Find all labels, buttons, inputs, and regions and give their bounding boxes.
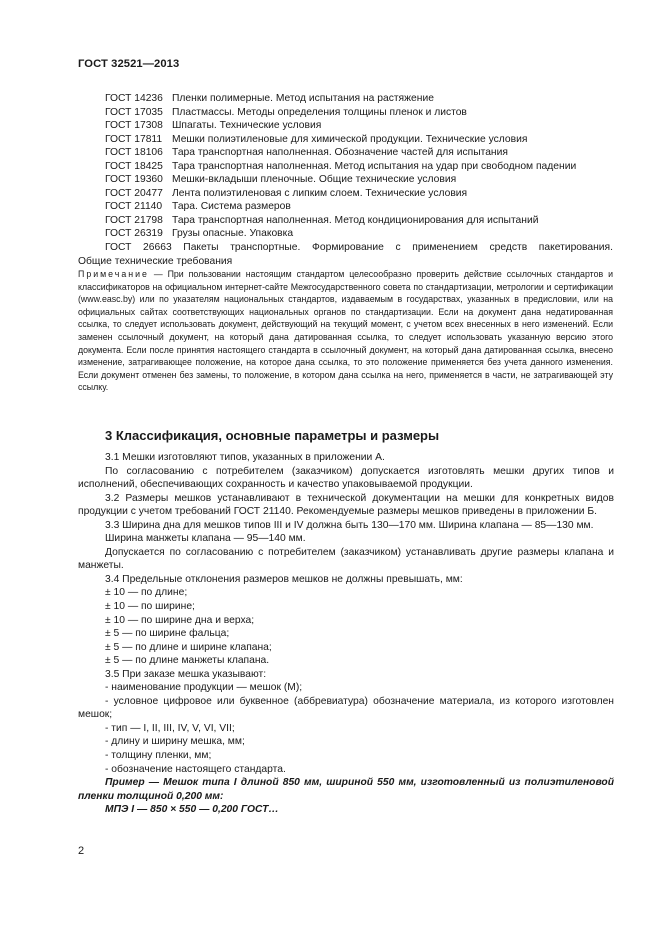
reference-code: ГОСТ 21140 <box>105 201 163 213</box>
document-header: ГОСТ 32521—2013 <box>78 58 180 70</box>
tolerance-item: ± 10 — по ширине дна и верха; <box>105 614 255 626</box>
reference-code: ГОСТ 17308 <box>105 120 163 132</box>
reference-title: Мешки-вкладыши пленочные. Общие технические условия <box>172 174 457 186</box>
reference-item <box>105 200 613 214</box>
reference-code: ГОСТ 19360 <box>105 174 163 186</box>
note-text: — При пользовании настоящим стандартом целесообразно проверить действие ссылочных стандартов и классификаторов на официальном интернет-сайте Межгосударственного совета по стандартизации, метрологии и сертификации (www.easc.by) или по указателям национальных стандартов, издаваемым в государствах, указанных в предисловии, или на официальных сайтах соответствующих национальных органов по стандартизации. Если на документ дана недатированная ссылка, то следует использовать документ, действующий на текущий момент, с учетом всех внесенных в него изменений. Если заменен ссылочный документ, на который дана датированная ссылка, то следует использовать указанную версию этого документа. Если после принятия настоящего стандарта в ссылочный документ, на который дана датированная ссылка, внесено изменение, затрагивающее положение, на которое дана ссылка, то это положение применяется без учета данного изменения. Если документ отменен без замены, то положение, в котором дана ссылка на него, применяется в части, не затрагивающей эту ссылку. <box>78 269 613 393</box>
paragraph-3-3-c: Допускается по согласованию с потребителем (заказчиком) устанавливать другие размеры клапана и манжеты. <box>78 546 614 572</box>
reference-item <box>105 146 613 160</box>
reference-item <box>105 187 613 201</box>
order-item: - наименование продукции — мешок (М); <box>105 682 303 694</box>
reference-item-last-continuation: Общие технические требования <box>78 255 233 267</box>
reference-code: ГОСТ 18425 <box>105 160 163 172</box>
page-number: 2 <box>78 845 85 857</box>
order-item: - обозначение настоящего стандарта. <box>105 763 286 775</box>
paragraph-3-1-b: По согласованию с потребителем (заказчиком) допускается изготовлять мешки других типов и исполнений, обеспечивающих сохранность и качество упаковываемой продукции. <box>78 465 614 491</box>
reference-item-last: ГОСТ 26663 Пакеты транспортные. Формирование с применением средств пакетирования. <box>105 242 613 254</box>
reference-title: Тара транспортная наполненная. Обозначение частей для испытания <box>172 147 508 159</box>
tolerance-item: ± 5 — по длине манжеты клапана. <box>105 655 270 667</box>
note-label: Примечание <box>78 269 149 279</box>
reference-item <box>105 106 613 120</box>
reference-title: Тара. Система размеров <box>172 201 291 213</box>
paragraph-3-1: 3.1 Мешки изготовляют типов, указанных в приложении А. <box>105 452 385 463</box>
references-list <box>78 92 613 268</box>
reference-code: ГОСТ 14236 <box>105 93 163 104</box>
note-paragraph <box>78 268 613 394</box>
reference-title: Лента полиэтиленовая с липким слоем. Технические условия <box>172 187 468 199</box>
paragraph-3-4: 3.4 Предельные отклонения размеров мешков не должны превышать, мм: <box>105 573 463 585</box>
paragraph-3-3: 3.3 Ширина дна для мешков типов III и IV должна быть 130—170 мм. Ширина клапана — 85—130 мм. <box>105 519 594 531</box>
reference-code: ГОСТ 21798 <box>105 214 163 226</box>
section-body <box>78 451 614 817</box>
order-item: - толщину пленки, мм; <box>105 750 212 762</box>
tolerance-item: ± 5 — по ширине фальца; <box>105 628 230 640</box>
tolerance-item: ± 10 — по длине; <box>105 587 188 599</box>
reference-title: Пластмассы. Методы определения толщины пленок и листов <box>172 106 467 118</box>
paragraph-3-5: 3.5 При заказе мешка указывают: <box>105 668 267 680</box>
reference-title: Пленки полимерные. Метод испытания на растяжение <box>172 93 434 104</box>
reference-title: Шпагаты. Технические условия <box>172 120 322 132</box>
reference-item <box>105 214 613 228</box>
reference-code: ГОСТ 17035 <box>105 106 163 118</box>
reference-item <box>105 119 613 133</box>
tolerance-item: ± 10 — по ширине; <box>105 601 195 613</box>
tolerance-item: ± 5 — по длине и ширине клапана; <box>105 641 272 653</box>
reference-item <box>105 133 613 147</box>
paragraph-3-3-b: Ширина манжеты клапана — 95—140 мм. <box>105 533 306 545</box>
paragraph-3-2: 3.2 Размеры мешков устанавливают в технической документации на мешки для конкретных видов продукции с учетом требований ГОСТ 21140. Рекомендуемые размеры мешков приведены в приложении Б. <box>78 492 614 518</box>
reference-item <box>105 173 613 187</box>
reference-code: ГОСТ 17811 <box>105 133 163 145</box>
section-heading: 3 Классификация, основные параметры и размеры <box>105 428 440 443</box>
order-item: - условное цифровое или буквенное (аббревиатура) обозначение материала, из которого изготовлен мешок; <box>78 695 614 721</box>
reference-title: Тара транспортная наполненная. Метод кондиционирования для испытаний <box>172 214 539 226</box>
reference-item <box>105 92 613 106</box>
reference-item <box>105 227 613 241</box>
order-item: - тип — I, II, III, IV, V, VI, VII; <box>105 722 235 734</box>
reference-title: Грузы опасные. Упаковка <box>172 228 294 240</box>
order-item: - длину и ширину мешка, мм; <box>105 736 245 748</box>
reference-title: Мешки полиэтиленовые для химической продукции. Технические условия <box>172 133 528 145</box>
example-text: Пример — Мешок типа I длиной 850 мм, шириной 550 мм, изготовленный из полиэтиленовой пленки толщиной 0,200 мм: <box>78 777 614 802</box>
reference-code: ГОСТ 20477 <box>105 187 163 199</box>
example-code: МПЭ I — 850 × 550 — 0,200 ГОСТ… <box>105 804 279 816</box>
reference-code: ГОСТ 26319 <box>105 228 163 240</box>
reference-item <box>105 160 613 174</box>
reference-title: Тара транспортная наполненная. Метод испытания на удар при свободном падении <box>172 160 577 172</box>
reference-code: ГОСТ 18106 <box>105 147 163 159</box>
